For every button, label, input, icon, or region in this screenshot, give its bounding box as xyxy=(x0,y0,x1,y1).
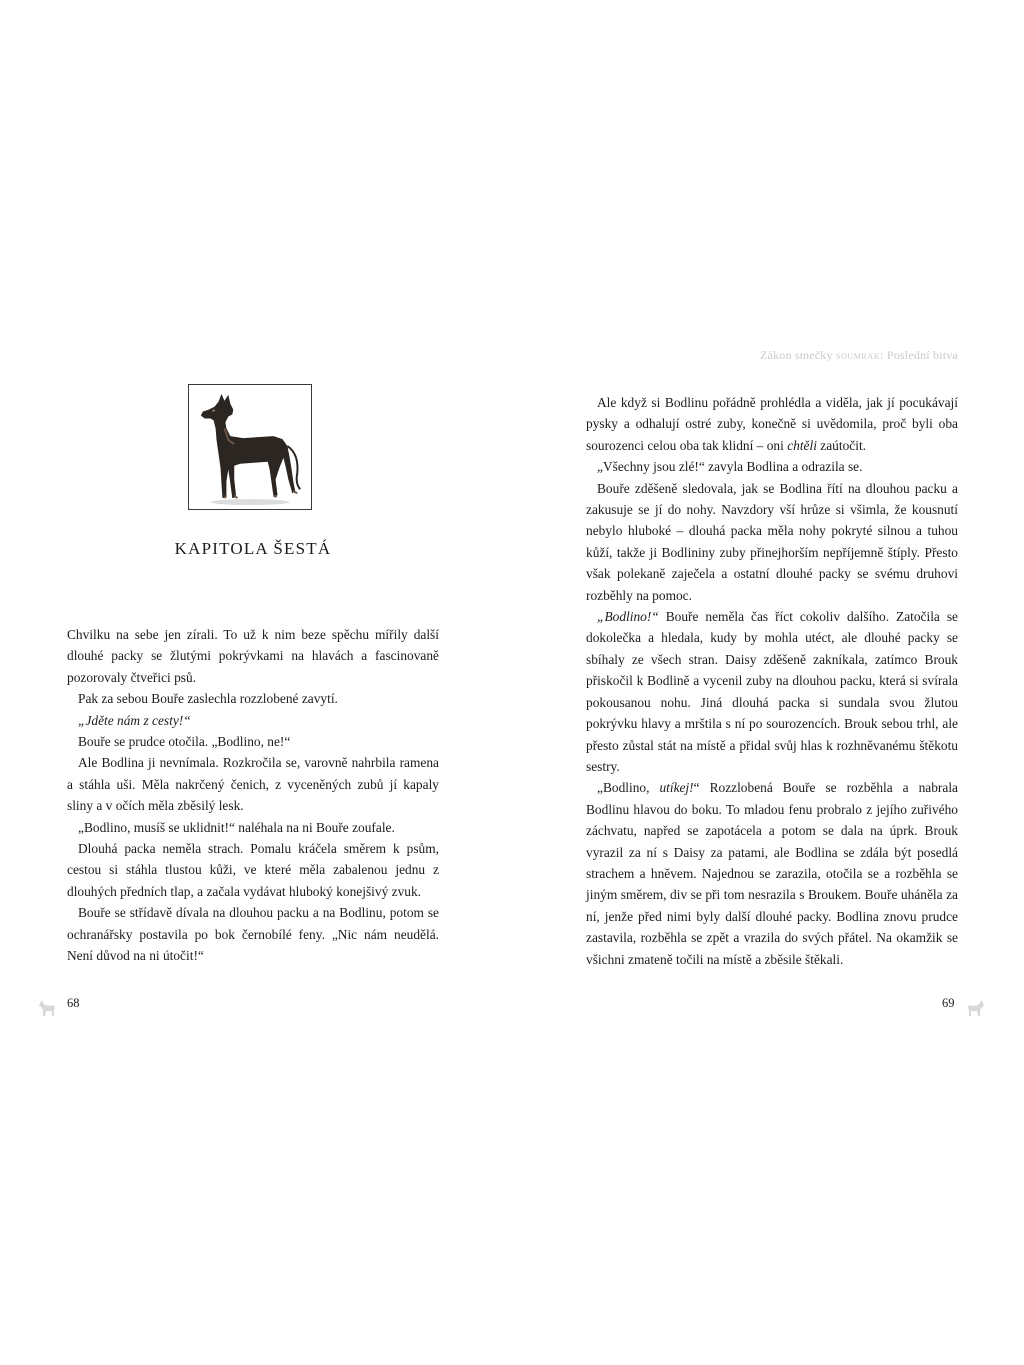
paragraph xyxy=(586,777,958,970)
paragraph: Bouře se střídavě dívala na dlouhou packu a na Bodlinu, potom se ochranářsky postavila po bok černobílé feny. „Nic nám neudělá. Není důvod na ni útočit!“ xyxy=(67,905,439,964)
chapter-title: KAPITOLA ŠESTÁ xyxy=(174,539,332,558)
paragraph xyxy=(67,710,439,731)
page-number: 69 xyxy=(942,996,955,1010)
running-head-rest: : Poslední bitva xyxy=(880,348,958,362)
right-page-text xyxy=(586,392,958,970)
dog-silhouette-icon xyxy=(965,997,987,1019)
dog-silhouette-icon xyxy=(36,997,58,1019)
text-run: Bouře neměla čas říct cokoliv dalšího. Zatočila se dokolečka a hledala, kudy by mohla utéct, ale dlouhé packy se sbíhaly ze všech stran. Daisy zděšeně zakníkala, zatímco Brouk přiskočil k Bodlině a vycenil zuby na dlouhou packu, která si svírala pokousanou nohu. Jiná dlouhá packa si sundala svou žlutou pokrývku hlavy a mrštila s ní po sourozencích. Brouk sebou trhl, ale přesto zůstal stát na místě a přidal svůj hlas k rozhněvanému štěkotu sestry. xyxy=(586,609,958,774)
text-emphasis: „Bodlino!“ xyxy=(597,609,659,625)
text-run: “ Rozzlobená Bouře se rozběhla a nabrala Bodlinu hlavou do boku. To mladou fenu probralo z jejího zuřivého záchvatu, napřed se zapotácela a potom se dala na úprk. Brouk vyrazil za ní s Daisy za patami, ale Bodlina se zdála být posedlá strachem a hněvem. Najednou se zarazila, otočila se a rozběhla se jiným směrem, div se při tom nesrazila s Broukem. Bouře uháněla za ní, jenže před nimi byly další dlouhé packy. Bodlina znovu prudce zastavila, rozběhla se zpět a vrazila do svých přátel. Na okamžik se všichni zmateně točili na místě a zběsile štěkali. xyxy=(586,780,958,967)
text-emphasis: chtěli xyxy=(787,437,817,453)
page-number: 68 xyxy=(67,996,80,1010)
paragraph: Pak za sebou Bouře zaslechla rozzlobené zavytí. xyxy=(78,691,338,707)
paragraph: Ale Bodlina ji nevnímala. Rozkročila se, varovně nahrbila ramena a stáhla uši. Měla nakrčený čenich, z vyceněných zubů jí kapaly sliny a v očích měla zběsilý lesk. xyxy=(67,755,439,814)
paragraph xyxy=(586,392,958,456)
text-run: zaútočit. xyxy=(816,437,867,453)
text-emphasis: utíkej! xyxy=(659,780,694,796)
paragraph: „Bodlino, musíš se uklidnit!“ naléhala na ni Bouře zoufale. xyxy=(78,819,395,835)
paragraph: Chvilku na sebe jen zírali. To už k nim beze spěchu mířily další dlouhé packy se žlutými pokrývkami na hlavách a fascinovaně pozorovaly čtveřici psů. xyxy=(67,627,439,685)
text-run: Ale když si Bodlinu pořádně prohlédla a viděla, jak jí pocukávají pysky a odhalují ostré zuby, konečně si uvědomila, proč byli oba sourozenci celou oba tak klidní – oni xyxy=(586,395,958,453)
paragraph xyxy=(586,606,958,777)
running-head-series: Zákon smečky xyxy=(759,348,833,362)
dialogue-italic: „Jděte nám z cesty!“ xyxy=(78,712,191,728)
paragraph: Bouře se prudce otočila. „Bodlino, ne!“ xyxy=(78,734,291,750)
dog-illustration-icon xyxy=(189,385,311,509)
paragraph: „Všechny jsou zlé!“ zavyla Bodlina a odrazila se. xyxy=(597,459,863,475)
paragraph: Dlouhá packa neměla strach. Pomalu kráčela směrem k psům, cestou si stáhla tlustou kůži, ve které měla zabalenou jednu z dlouhých předních tlap, a začala vydávat hluboký konejšivý zvuk. xyxy=(67,841,439,899)
chapter-illustration-frame xyxy=(188,384,312,510)
left-page-text xyxy=(67,624,439,967)
text-run: „Bodlino, xyxy=(597,780,660,796)
running-head-smallcaps: soumrak xyxy=(835,350,881,362)
paragraph: Bouře zděšeně sledovala, jak se Bodlina řítí na dlouhou packu a zakusuje se jí do nohy. Navzdory vší hrůze si všimla, že kousnutí nebylo hluboké – dlouhá packa měla nohy pokryté silnou a tuhou kůží, takže ji Bodlininy zuby přinejhorším nepříjemně štíply. Přesto však polekaně zaječela a ostatní dlouhé packy se svému druhovi rozběhly na pomoc. xyxy=(586,480,958,603)
running-head xyxy=(586,348,958,363)
